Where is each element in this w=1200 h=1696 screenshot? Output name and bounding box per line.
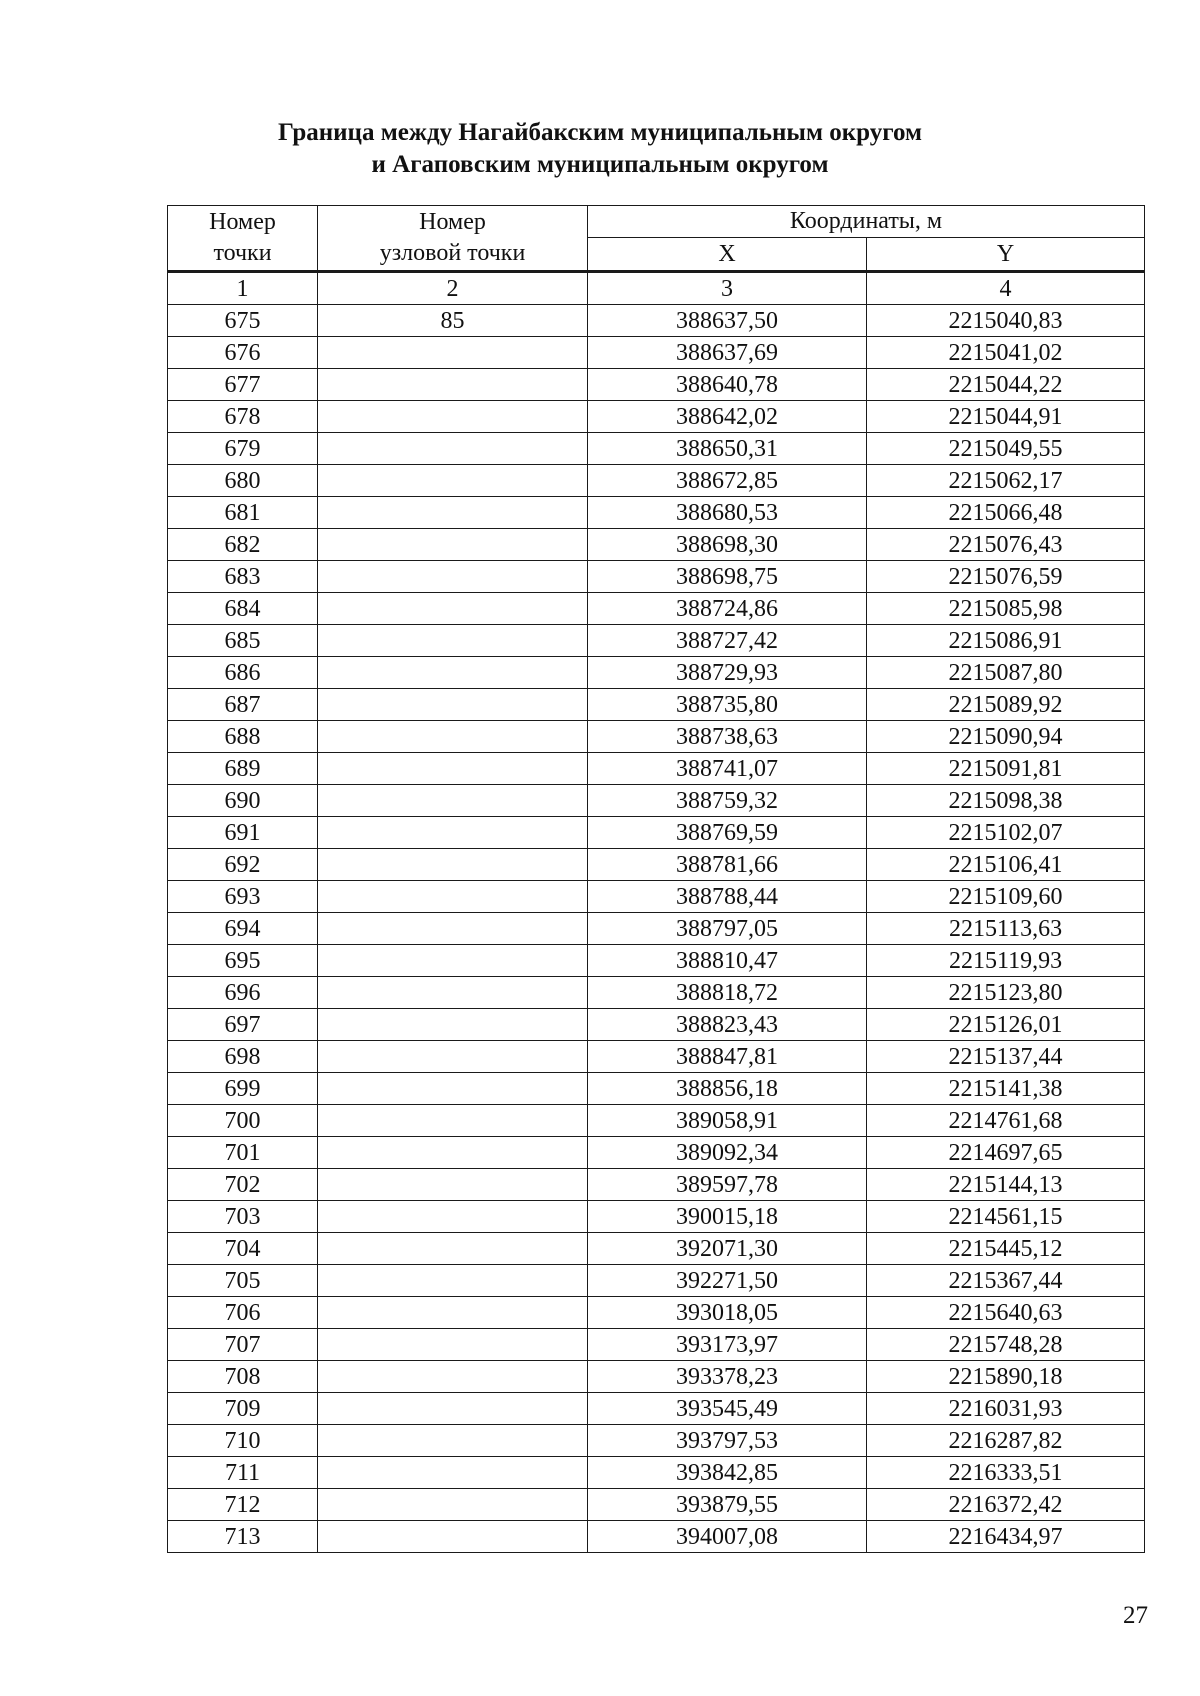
cell-x: 389058,91 xyxy=(588,1105,867,1137)
cell-node-number xyxy=(318,913,588,945)
table-row xyxy=(168,1489,1145,1521)
cell-node-number xyxy=(318,1265,588,1297)
cell-point-number: 685 xyxy=(168,625,318,657)
cell-y: 2215091,81 xyxy=(867,753,1145,785)
table-row xyxy=(168,1393,1145,1425)
table-row xyxy=(168,657,1145,689)
cell-node-number xyxy=(318,1425,588,1457)
table-row xyxy=(168,977,1145,1009)
cell-node-number xyxy=(318,881,588,913)
cell-y: 2216372,42 xyxy=(867,1489,1145,1521)
cell-node-number xyxy=(318,1233,588,1265)
cell-point-number: 686 xyxy=(168,657,318,689)
table-row xyxy=(168,945,1145,977)
cell-y: 2215640,63 xyxy=(867,1297,1145,1329)
cell-y: 2215126,01 xyxy=(867,1009,1145,1041)
cell-node-number xyxy=(318,401,588,433)
table-row xyxy=(168,721,1145,753)
cell-x: 388729,93 xyxy=(588,657,867,689)
cell-node-number xyxy=(318,1009,588,1041)
cell-x: 388642,02 xyxy=(588,401,867,433)
cell-x: 388637,69 xyxy=(588,337,867,369)
cell-y: 2215086,91 xyxy=(867,625,1145,657)
header-point-number-line-1: Номер xyxy=(209,209,276,235)
cell-x: 393378,23 xyxy=(588,1361,867,1393)
cell-point-number: 688 xyxy=(168,721,318,753)
page-title-line-1: Граница между Нагайбакским муниципальным округом xyxy=(278,119,922,146)
cell-point-number: 702 xyxy=(168,1169,318,1201)
cell-x: 388672,85 xyxy=(588,465,867,497)
cell-point-number: 708 xyxy=(168,1361,318,1393)
cell-point-number: 692 xyxy=(168,849,318,881)
table-row xyxy=(168,337,1145,369)
table-row xyxy=(168,465,1145,497)
header-node-number-line-2: узловой точки xyxy=(379,240,526,266)
cell-y: 2214697,65 xyxy=(867,1137,1145,1169)
cell-point-number: 687 xyxy=(168,689,318,721)
table-row xyxy=(168,1521,1145,1553)
cell-y: 2215890,18 xyxy=(867,1361,1145,1393)
table-row xyxy=(168,881,1145,913)
cell-x: 388698,30 xyxy=(588,529,867,561)
page-number: 27 xyxy=(1123,1602,1148,1629)
cell-node-number xyxy=(318,625,588,657)
cell-y: 2215119,93 xyxy=(867,945,1145,977)
table-row xyxy=(168,1041,1145,1073)
table-row xyxy=(168,1009,1145,1041)
column-number-3: 3 xyxy=(588,272,867,305)
cell-node-number xyxy=(318,1201,588,1233)
table-row xyxy=(168,913,1145,945)
cell-point-number: 694 xyxy=(168,913,318,945)
table-row xyxy=(168,785,1145,817)
cell-point-number: 696 xyxy=(168,977,318,1009)
table-row xyxy=(168,1073,1145,1105)
cell-y: 2215098,38 xyxy=(867,785,1145,817)
cell-y: 2215040,83 xyxy=(867,305,1145,337)
table-row xyxy=(168,1329,1145,1361)
cell-y: 2215089,92 xyxy=(867,689,1145,721)
cell-y: 2216333,51 xyxy=(867,1457,1145,1489)
cell-x: 388741,07 xyxy=(588,753,867,785)
cell-node-number xyxy=(318,753,588,785)
table-row xyxy=(168,561,1145,593)
cell-y: 2215123,80 xyxy=(867,977,1145,1009)
cell-node-number xyxy=(318,561,588,593)
cell-y: 2215106,41 xyxy=(867,849,1145,881)
header-point-number-line-2: точки xyxy=(213,240,272,266)
cell-point-number: 698 xyxy=(168,1041,318,1073)
cell-x: 388698,75 xyxy=(588,561,867,593)
cell-x: 388823,43 xyxy=(588,1009,867,1041)
table-row xyxy=(168,1105,1145,1137)
header-row-1 xyxy=(168,206,1145,238)
page-title-line-2: и Агаповским муниципальным округом xyxy=(371,151,829,178)
cell-x: 392071,30 xyxy=(588,1233,867,1265)
column-number-2: 2 xyxy=(318,272,588,305)
cell-point-number: 699 xyxy=(168,1073,318,1105)
table-row xyxy=(168,1297,1145,1329)
cell-y: 2216031,93 xyxy=(867,1393,1145,1425)
cell-node-number xyxy=(318,977,588,1009)
cell-x: 388781,66 xyxy=(588,849,867,881)
cell-point-number: 713 xyxy=(168,1521,318,1553)
cell-point-number: 675 xyxy=(168,305,318,337)
cell-x: 389092,34 xyxy=(588,1137,867,1169)
cell-x: 388810,47 xyxy=(588,945,867,977)
table-row xyxy=(168,849,1145,881)
cell-y: 2215748,28 xyxy=(867,1329,1145,1361)
cell-node-number xyxy=(318,1105,588,1137)
table-row xyxy=(168,1265,1145,1297)
cell-x: 388856,18 xyxy=(588,1073,867,1105)
cell-x: 388738,63 xyxy=(588,721,867,753)
cell-y: 2215141,38 xyxy=(867,1073,1145,1105)
table-row xyxy=(168,1169,1145,1201)
cell-y: 2214761,68 xyxy=(867,1105,1145,1137)
cell-node-number xyxy=(318,1073,588,1105)
cell-node-number xyxy=(318,1041,588,1073)
cell-node-number xyxy=(318,465,588,497)
page-title xyxy=(0,117,1200,181)
cell-node-number xyxy=(318,529,588,561)
cell-y: 2215062,17 xyxy=(867,465,1145,497)
cell-node-number xyxy=(318,1489,588,1521)
cell-node-number xyxy=(318,1297,588,1329)
cell-y: 2215445,12 xyxy=(867,1233,1145,1265)
cell-point-number: 697 xyxy=(168,1009,318,1041)
cell-y: 2215144,13 xyxy=(867,1169,1145,1201)
cell-node-number xyxy=(318,1329,588,1361)
cell-x: 388650,31 xyxy=(588,433,867,465)
cell-node-number xyxy=(318,657,588,689)
cell-x: 388724,86 xyxy=(588,593,867,625)
cell-point-number: 711 xyxy=(168,1457,318,1489)
table-row xyxy=(168,753,1145,785)
cell-node-number xyxy=(318,433,588,465)
cell-x: 393018,05 xyxy=(588,1297,867,1329)
cell-x: 388769,59 xyxy=(588,817,867,849)
cell-point-number: 709 xyxy=(168,1393,318,1425)
cell-point-number: 683 xyxy=(168,561,318,593)
cell-node-number: 85 xyxy=(318,305,588,337)
table-row xyxy=(168,1425,1145,1457)
table-row xyxy=(168,625,1145,657)
cell-point-number: 707 xyxy=(168,1329,318,1361)
column-number-1: 1 xyxy=(168,272,318,305)
cell-x: 388637,50 xyxy=(588,305,867,337)
cell-node-number xyxy=(318,1361,588,1393)
cell-x: 388788,44 xyxy=(588,881,867,913)
column-number-4: 4 xyxy=(867,272,1145,305)
cell-node-number xyxy=(318,945,588,977)
cell-point-number: 676 xyxy=(168,337,318,369)
table-row xyxy=(168,497,1145,529)
cell-point-number: 700 xyxy=(168,1105,318,1137)
cell-y: 2215109,60 xyxy=(867,881,1145,913)
table-row xyxy=(168,1233,1145,1265)
table-row xyxy=(168,369,1145,401)
cell-node-number xyxy=(318,1521,588,1553)
table-row xyxy=(168,1201,1145,1233)
cell-x: 388727,42 xyxy=(588,625,867,657)
cell-x: 390015,18 xyxy=(588,1201,867,1233)
cell-y: 2215044,91 xyxy=(867,401,1145,433)
cell-point-number: 691 xyxy=(168,817,318,849)
cell-x: 389597,78 xyxy=(588,1169,867,1201)
cell-x: 388818,72 xyxy=(588,977,867,1009)
table-header xyxy=(168,206,1145,272)
cell-x: 388735,80 xyxy=(588,689,867,721)
cell-point-number: 681 xyxy=(168,497,318,529)
cell-node-number xyxy=(318,497,588,529)
cell-y: 2215085,98 xyxy=(867,593,1145,625)
cell-x: 393879,55 xyxy=(588,1489,867,1521)
cell-node-number xyxy=(318,337,588,369)
cell-y: 2215090,94 xyxy=(867,721,1145,753)
cell-y: 2215137,44 xyxy=(867,1041,1145,1073)
cell-node-number xyxy=(318,1137,588,1169)
cell-y: 2216287,82 xyxy=(867,1425,1145,1457)
cell-point-number: 680 xyxy=(168,465,318,497)
cell-node-number xyxy=(318,369,588,401)
header-x: X xyxy=(588,238,867,272)
cell-x: 388847,81 xyxy=(588,1041,867,1073)
cell-x: 393842,85 xyxy=(588,1457,867,1489)
cell-point-number: 695 xyxy=(168,945,318,977)
cell-y: 2216434,97 xyxy=(867,1521,1145,1553)
coordinates-table xyxy=(167,205,1145,1553)
table-row xyxy=(168,817,1145,849)
cell-point-number: 678 xyxy=(168,401,318,433)
header-point-number xyxy=(168,206,318,272)
cell-x: 392271,50 xyxy=(588,1265,867,1297)
cell-node-number xyxy=(318,785,588,817)
cell-node-number xyxy=(318,593,588,625)
cell-x: 393545,49 xyxy=(588,1393,867,1425)
cell-node-number xyxy=(318,689,588,721)
table-row xyxy=(168,529,1145,561)
cell-node-number xyxy=(318,817,588,849)
header-node-number-line-1: Номер xyxy=(419,209,486,235)
cell-x: 393173,97 xyxy=(588,1329,867,1361)
table-row xyxy=(168,1137,1145,1169)
cell-y: 2215044,22 xyxy=(867,369,1145,401)
cell-x: 394007,08 xyxy=(588,1521,867,1553)
cell-point-number: 684 xyxy=(168,593,318,625)
cell-y: 2215066,48 xyxy=(867,497,1145,529)
header-y: Y xyxy=(867,238,1145,272)
table-row xyxy=(168,593,1145,625)
table-row xyxy=(168,1361,1145,1393)
cell-y: 2215076,59 xyxy=(867,561,1145,593)
cell-y: 2215367,44 xyxy=(867,1265,1145,1297)
cell-point-number: 679 xyxy=(168,433,318,465)
cell-node-number xyxy=(318,721,588,753)
cell-y: 2215041,02 xyxy=(867,337,1145,369)
cell-y: 2215102,07 xyxy=(867,817,1145,849)
cell-x: 388797,05 xyxy=(588,913,867,945)
cell-point-number: 689 xyxy=(168,753,318,785)
cell-node-number xyxy=(318,1393,588,1425)
table-row xyxy=(168,689,1145,721)
cell-point-number: 690 xyxy=(168,785,318,817)
cell-y: 2214561,15 xyxy=(867,1201,1145,1233)
cell-node-number xyxy=(318,1169,588,1201)
table-row xyxy=(168,401,1145,433)
cell-y: 2215087,80 xyxy=(867,657,1145,689)
table-row xyxy=(168,1457,1145,1489)
header-coordinates: Координаты, м xyxy=(588,206,1145,238)
cell-point-number: 712 xyxy=(168,1489,318,1521)
cell-node-number xyxy=(318,1457,588,1489)
cell-point-number: 706 xyxy=(168,1297,318,1329)
cell-y: 2215049,55 xyxy=(867,433,1145,465)
cell-x: 388640,78 xyxy=(588,369,867,401)
cell-x: 388759,32 xyxy=(588,785,867,817)
cell-node-number xyxy=(318,849,588,881)
cell-point-number: 705 xyxy=(168,1265,318,1297)
table-row xyxy=(168,305,1145,337)
cell-point-number: 703 xyxy=(168,1201,318,1233)
cell-point-number: 677 xyxy=(168,369,318,401)
cell-x: 393797,53 xyxy=(588,1425,867,1457)
cell-point-number: 701 xyxy=(168,1137,318,1169)
cell-y: 2215076,43 xyxy=(867,529,1145,561)
header-node-number xyxy=(318,206,588,272)
table-row xyxy=(168,433,1145,465)
cell-y: 2215113,63 xyxy=(867,913,1145,945)
cell-point-number: 682 xyxy=(168,529,318,561)
cell-x: 388680,53 xyxy=(588,497,867,529)
cell-point-number: 693 xyxy=(168,881,318,913)
column-number-row xyxy=(168,272,1145,305)
table-body xyxy=(168,272,1145,1553)
cell-point-number: 710 xyxy=(168,1425,318,1457)
cell-point-number: 704 xyxy=(168,1233,318,1265)
